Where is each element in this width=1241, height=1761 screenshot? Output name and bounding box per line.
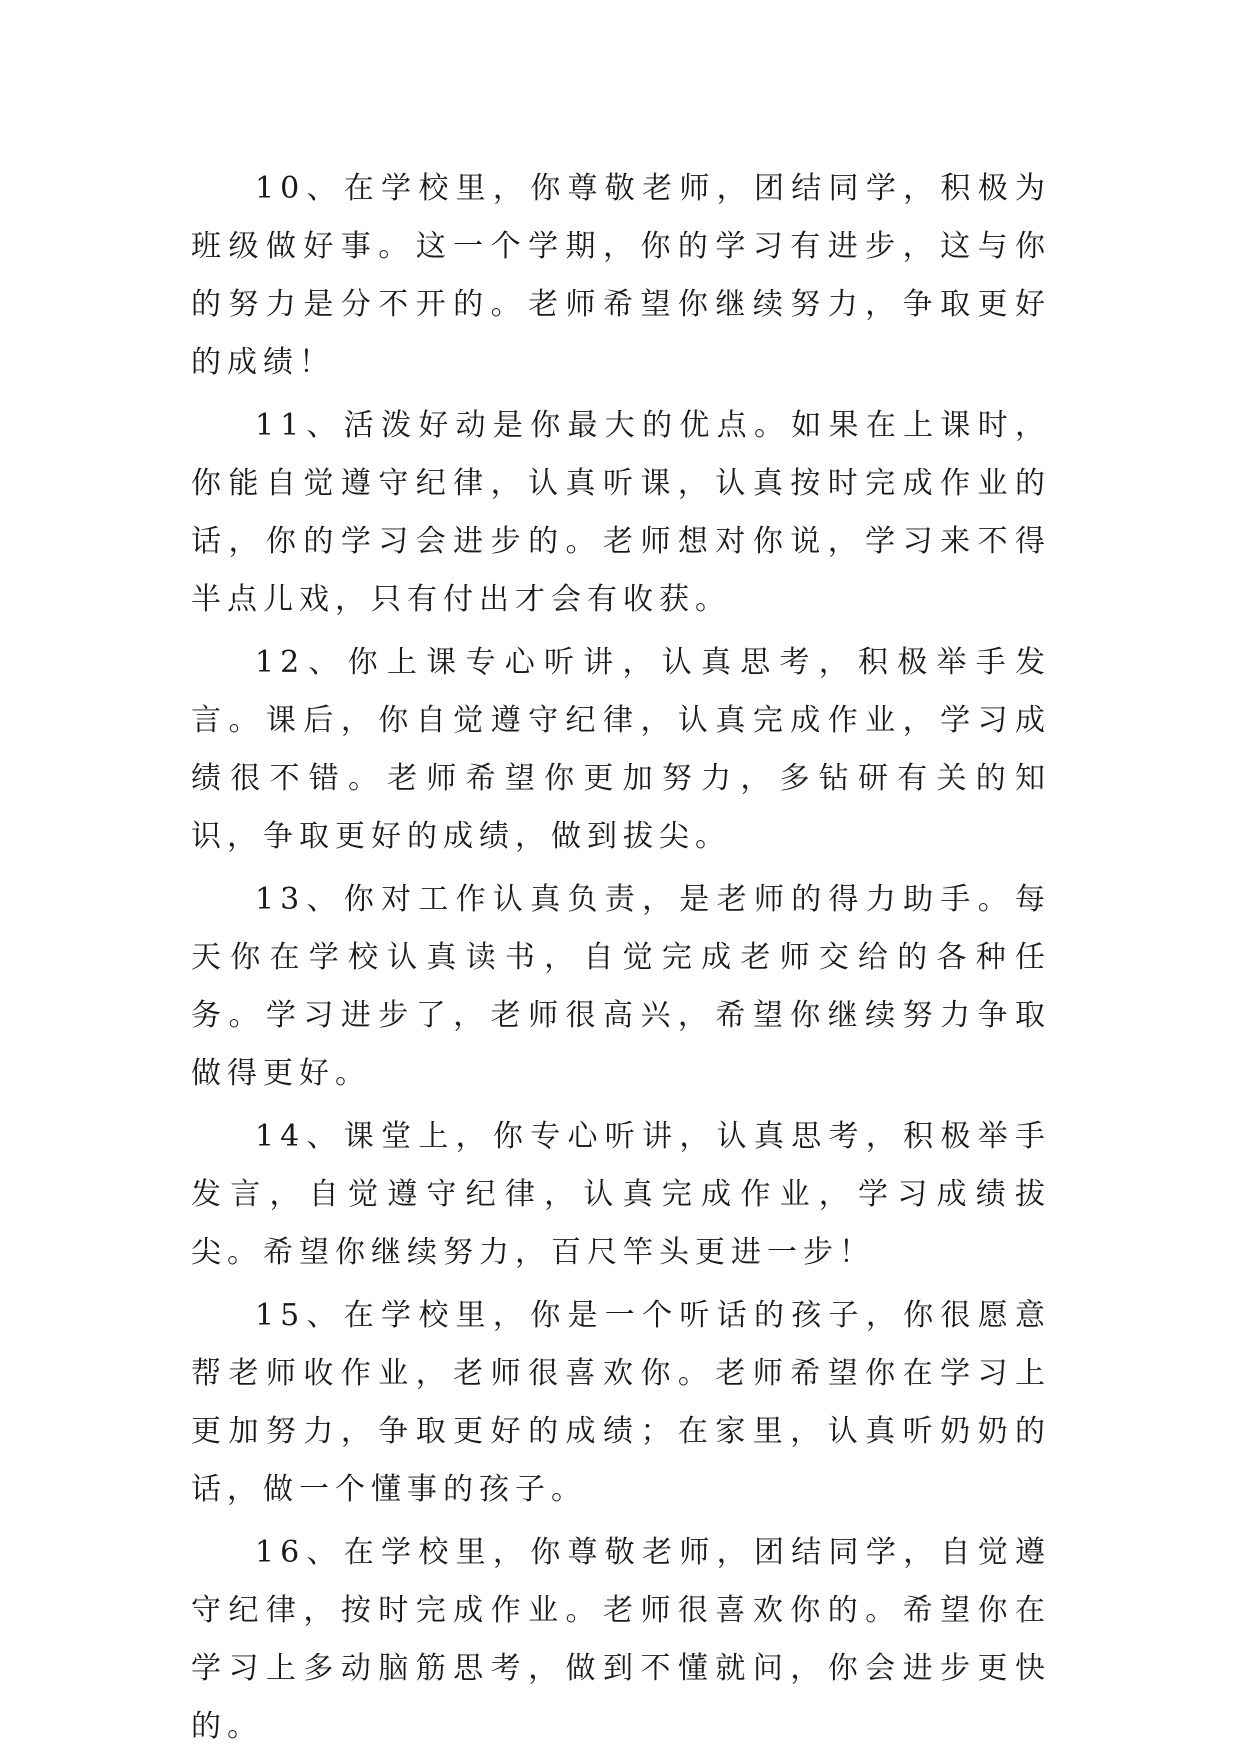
comment-paragraph-16: 16、在学校里，你尊敬老师，团结同学，自觉遵守纪律，按时完成作业。老师很喜欢你的。希望你在学习上多动脑筋思考，做到不懂就问，你会进步更快的。	[191, 1535, 1051, 1744]
comment-paragraph-10: 10、在学校里，你尊敬老师，团结同学，积极为班级做好事。这一个学期，你的学习有进步，这与你的努力是分不开的。老师希望你继续努力，争取更好的成绩！	[191, 171, 1051, 380]
comment-paragraph-14: 14、课堂上，你专心听讲，认真思考，积极举手发言，自觉遵守纪律，认真完成作业，学习成绩拔尖。希望你继续努力，百尺竿头更进一步！	[191, 1119, 1051, 1270]
document-body	[191, 160, 1051, 1761]
comment-paragraph-11: 11、活泼好动是你最大的优点。如果在上课时，你能自觉遵守纪律，认真听课，认真按时完成作业的话，你的学习会进步的。老师想对你说，学习来不得半点儿戏，只有付出才会有收获。	[191, 408, 1051, 617]
comment-paragraph-13: 13、你对工作认真负责，是老师的得力助手。每天你在学校认真读书，自觉完成老师交给的各种任务。学习进步了，老师很高兴，希望你继续努力争取做得更好。	[191, 882, 1051, 1091]
comment-paragraph-12: 12、你上课专心听讲，认真思考，积极举手发言。课后，你自觉遵守纪律，认真完成作业，学习成绩很不错。老师希望你更加努力，多钻研有关的知识，争取更好的成绩，做到拔尖。	[191, 645, 1051, 854]
comment-paragraph-15: 15、在学校里，你是一个听话的孩子，你很愿意帮老师收作业，老师很喜欢你。老师希望你在学习上更加努力，争取更好的成绩；在家里，认真听奶奶的话，做一个懂事的孩子。	[191, 1298, 1051, 1507]
